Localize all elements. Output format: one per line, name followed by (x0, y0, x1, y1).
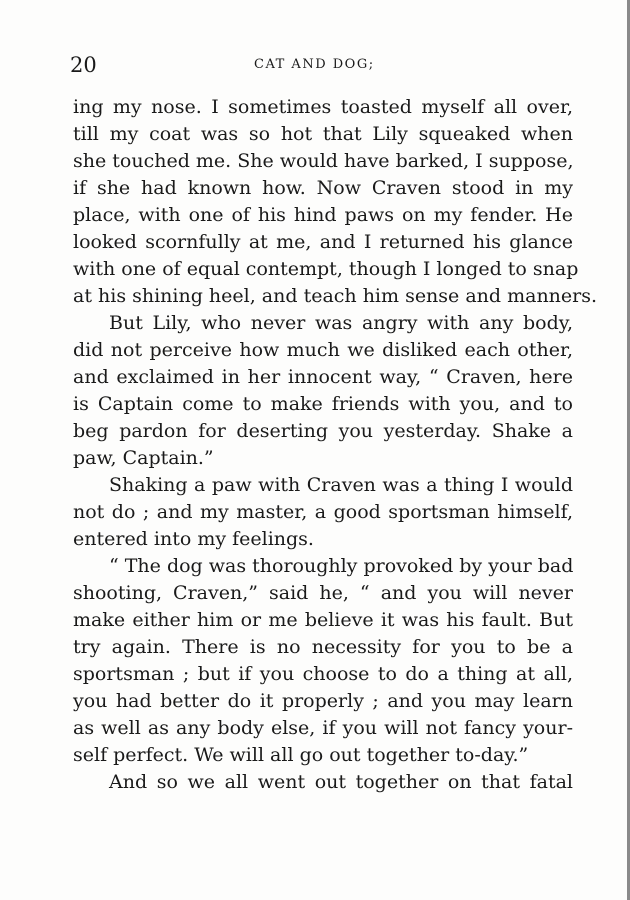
text-line: she touched me. She would have barked, I suppose, (73, 150, 574, 172)
text-line: did not perceive how much we disliked each other, (73, 339, 573, 361)
text-line: sportsman ; but if you choose to do a thing at all, (73, 663, 573, 685)
running-title: CAT AND DOG; (254, 57, 375, 72)
paragraph-start-line: And so we all went out together on that fatal (109, 771, 573, 793)
text-line: as well as any body else, if you will not fancy your- (73, 717, 573, 739)
text-line: self perfect. We will all go out together to-day.” (73, 744, 529, 766)
paragraph-start-line: “ The dog was thoroughly provoked by your bad (109, 555, 574, 577)
page-header (70, 52, 570, 78)
text-line: and exclaimed in her innocent way, “ Craven, here (73, 366, 573, 388)
text-line: with one of equal contempt, though I longed to snap (73, 258, 579, 280)
text-line: place, with one of his hind paws on my fender. He (73, 204, 573, 226)
text-line: if she had known how. Now Craven stood in my (73, 177, 573, 199)
paragraph-start-line: Shaking a paw with Craven was a thing I would (109, 474, 573, 496)
text-line: ing my nose. I sometimes toasted myself all over, (73, 96, 573, 118)
text-line: beg pardon for deserting you yesterday. Shake a (73, 420, 573, 442)
page-number: 20 (70, 53, 97, 77)
paragraph-start-line: But Lily, who never was angry with any body, (109, 312, 573, 334)
text-line: looked scornfully at me, and I returned his glance (73, 231, 573, 253)
text-line: make either him or me believe it was his fault. But (73, 609, 573, 631)
text-line: try again. There is no necessity for you to be a (73, 636, 573, 658)
text-line: not do ; and my master, a good sportsman himself, (73, 501, 573, 523)
body-text (73, 94, 598, 796)
text-line: shooting, Craven,” said he, “ and you will never (73, 582, 573, 604)
text-line: entered into my feelings. (73, 528, 314, 550)
text-line: you had better do it properly ; and you may learn (73, 690, 573, 712)
text-line: is Captain come to make friends with you, and to (73, 393, 573, 415)
text-line: paw, Captain.” (73, 447, 214, 469)
text-line: at his shining heel, and teach him sense and manners. (73, 285, 598, 307)
text-line: till my coat was so hot that Lily squeaked when (73, 123, 573, 145)
